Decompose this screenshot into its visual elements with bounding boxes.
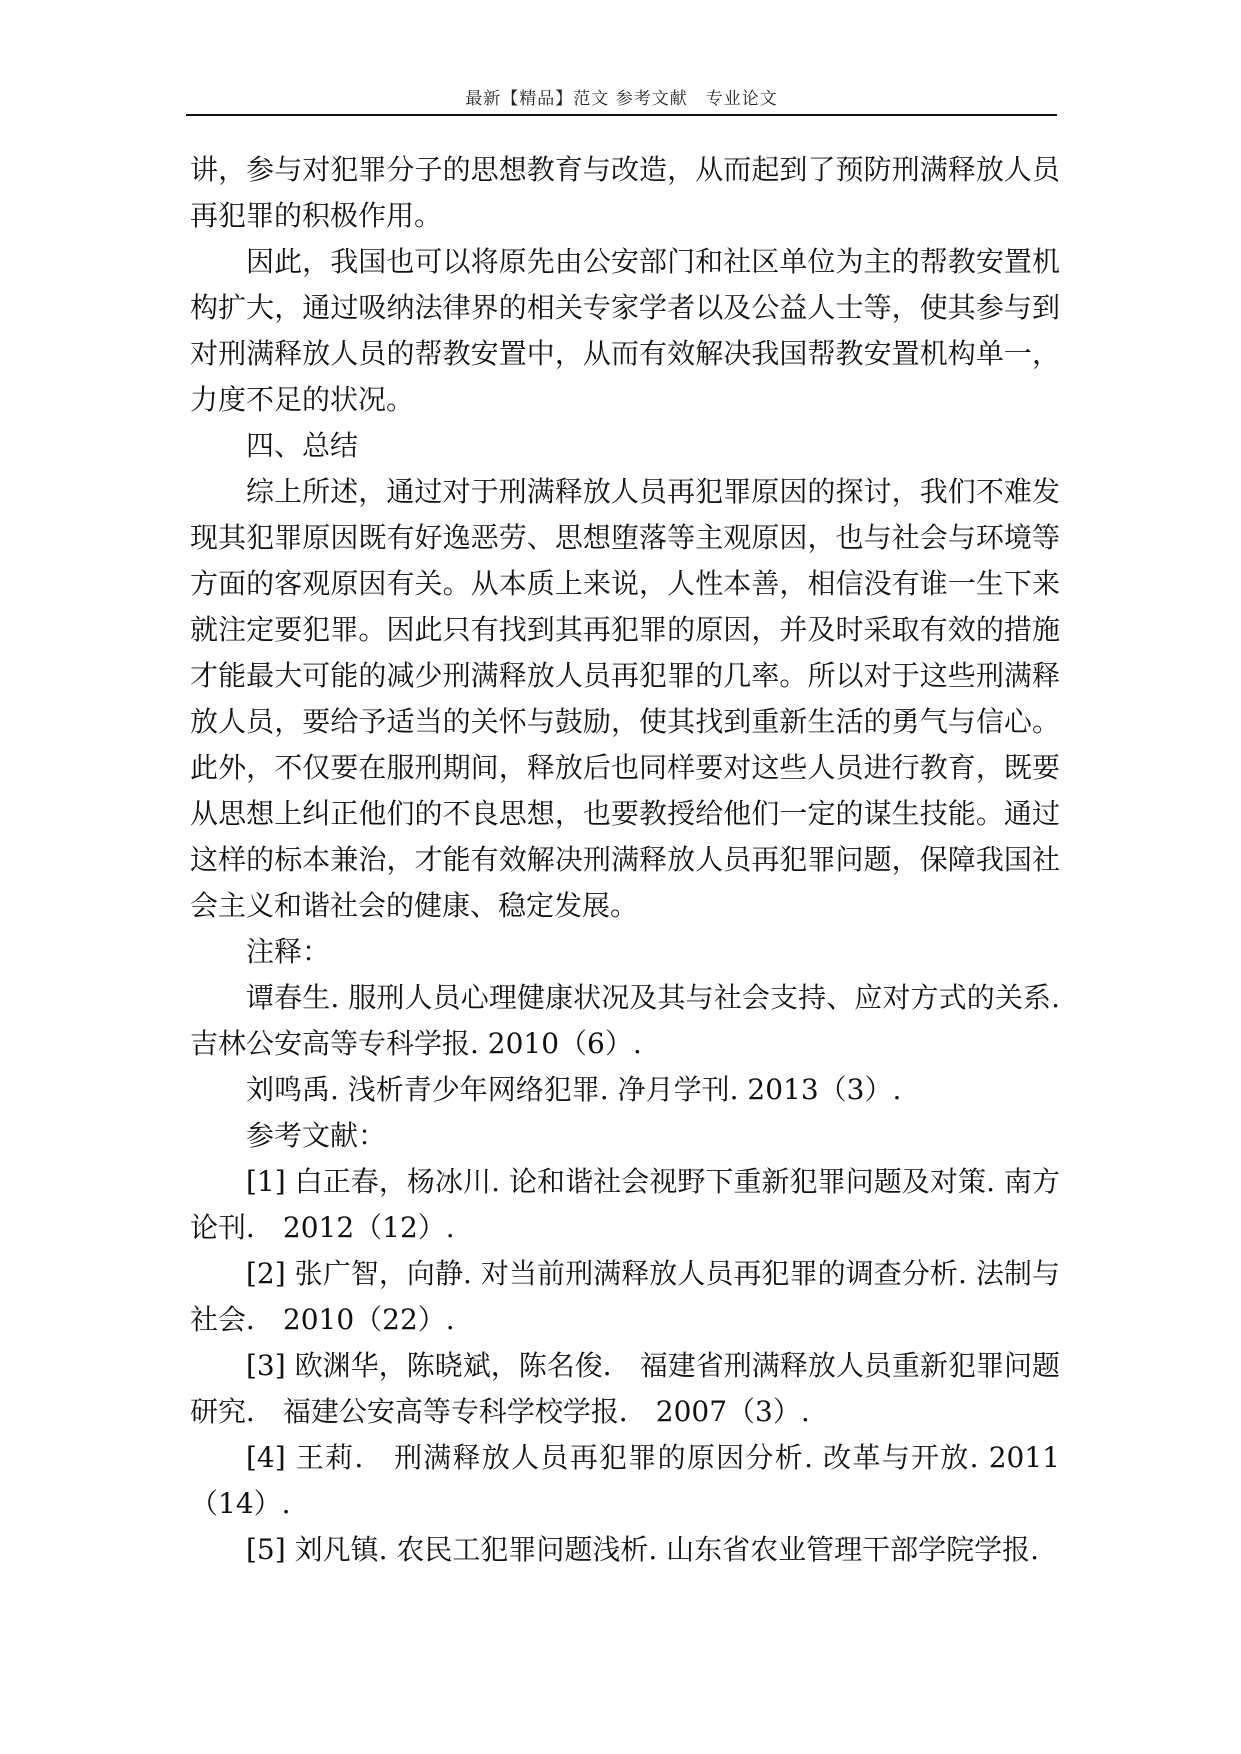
reference-item-2: [2] 张广智，向静. 对当前刑满释放人员再犯罪的调查分析. 法制与社会． 2010（22）. (190, 1257, 1060, 1336)
note-item-1: 谭春生. 服刑人员心理健康状况及其与社会支持、应对方式的关系. 吉林公安高等专科学报. 2010（6）. (190, 981, 1060, 1060)
note-item-2: 刘鸣禹. 浅析青少年网络犯罪. 净月学刊. 2013（3）. (246, 1073, 902, 1106)
notes-heading: 注释： (246, 935, 331, 968)
reference-item-4: [4] 王莉． 刑满释放人员再犯罪的原因分析. 改革与开放. 2011（14）. (190, 1441, 1060, 1520)
reference-item-1: [1] 白正春，杨冰川. 论和谐社会视野下重新犯罪问题及对策. 南方论刊． 2012（12）. (190, 1165, 1060, 1244)
reference-item-5: [5] 刘凡镇. 农民工犯罪问题浅析. 山东省农业管理干部学院学报. (246, 1533, 1040, 1566)
section-heading-summary: 四、总结 (246, 429, 359, 462)
reference-item-3: [3] 欧渊华，陈晓斌，陈名俊． 福建省刑满释放人员重新犯罪问题研究． 福建公安高等专科学校学报． 2007（3）. (190, 1349, 1060, 1428)
page-header: 最新【精品】范文 参考文献 专业论文 (465, 89, 778, 109)
references-heading: 参考文献： (246, 1119, 387, 1152)
paragraph-summary: 综上所述，通过对于刑满释放人员再犯罪原因的探讨，我们不难发现其犯罪原因既有好逸恶劳、思想堕落等主观原因，也与社会与环境等方面的客观原因有关。从本质上来说，人性本善，相信没有谁一生下来就注定要犯罪。因此只有找到其再犯罪的原因，并及时采取有效的措施才能最大可能的减少刑满释放人员再犯罪的几率。所以对于这些刑满释放人员，要给予适当的关怀与鼓励，使其找到重新生活的勇气与信心。此外，不仅要在服刑期间，释放后也同样要对这些人员进行教育，既要从思想上纠正他们的不良思想，也要教授给他们一定的谋生技能。通过这样的标本兼治，才能有效解决刑满释放人员再犯罪问题，保障我国社会主义和谐社会的健康、稳定发展。 (190, 475, 1060, 922)
paragraph-expand-agencies: 因此，我国也可以将原先由公安部门和社区单位为主的帮教安置机构扩大，通过吸纳法律界的相关专家学者以及公益人士等，使其参与到对刑满释放人员的帮教安置中，从而有效解决我国帮教安置机构单一，力度不足的状况。 (190, 245, 1060, 416)
document-body (190, 147, 1060, 1573)
header-divider (186, 114, 1057, 116)
paragraph-continuation: 讲，参与对犯罪分子的思想教育与改造，从而起到了预防刑满释放人员再犯罪的积极作用。 (190, 153, 1060, 232)
